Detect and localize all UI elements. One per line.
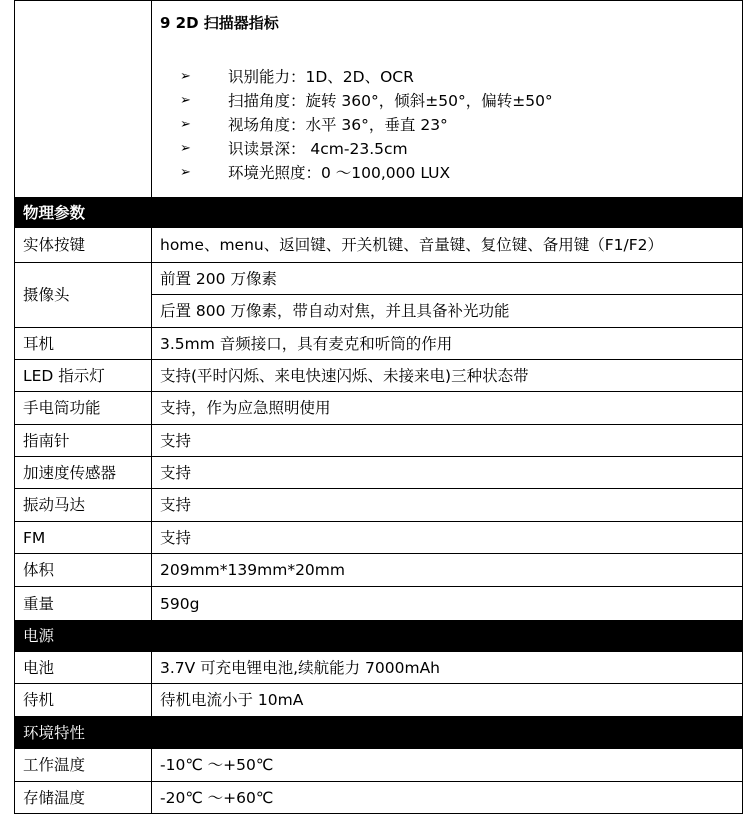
row-label: FM: [15, 522, 152, 554]
row-volume: [15, 554, 743, 587]
section-header-fill: [152, 198, 743, 228]
row-value: -10℃ ～+50℃: [152, 749, 743, 782]
row-value: 后置 800 万像素，带自动对焦，并且具备补光功能: [152, 295, 743, 328]
row-label: 待机: [15, 684, 152, 717]
row-label: 工作温度: [15, 749, 152, 782]
scanner-bullet-text: 识别能力：1D、2D、OCR: [228, 67, 414, 86]
row-camera-front: [15, 263, 743, 295]
row-label: 加速度传感器: [15, 457, 152, 489]
row-weight: [15, 587, 743, 621]
row-fm: [15, 522, 743, 554]
row-label: 实体按键: [15, 228, 152, 263]
section-header-fill: [152, 621, 743, 652]
scanner-bullet-item: [180, 113, 742, 137]
row-value: 待机电流小于 10mA: [152, 684, 743, 717]
row-label: 耳机: [15, 328, 152, 360]
row-value: 3.5mm 音频接口，具有麦克和听筒的作用: [152, 328, 743, 360]
row-value: home、menu、返回键、开关机键、音量键、复位键、备用键（F1/F2）: [152, 228, 743, 263]
row-vibration: [15, 489, 743, 522]
row-label: 电池: [15, 652, 152, 684]
scanner-spec-cell: [152, 1, 743, 198]
scanner-bullet-item: [180, 137, 742, 161]
row-storage-temp: [15, 782, 743, 814]
row-value: 支持: [152, 425, 743, 457]
scanner-bullet-item: [180, 65, 742, 89]
arrow-bullet-icon: ➢: [180, 116, 191, 132]
arrow-bullet-icon: ➢: [180, 68, 191, 84]
section-label: 环境特性: [15, 717, 152, 749]
scanner-title: 9 2D 扫描器指标: [160, 13, 279, 32]
row-label: 手电筒功能: [15, 392, 152, 425]
row-value: -20℃ ～+60℃: [152, 782, 743, 814]
row-label: 重量: [15, 587, 152, 621]
row-label: 存储温度: [15, 782, 152, 814]
row-label: 振动马达: [15, 489, 152, 522]
section-header-power: [15, 621, 743, 652]
row-label: 指南针: [15, 425, 152, 457]
scanner-bullet-item: [180, 89, 742, 113]
scanner-bullet-list: [160, 65, 742, 185]
scanner-bullet-text: 识读景深： 4cm-23.5cm: [228, 139, 408, 158]
spec-table: [14, 0, 743, 814]
empty-cell: [15, 1, 152, 198]
arrow-bullet-icon: ➢: [180, 140, 191, 156]
row-accelerometer: [15, 457, 743, 489]
row-earphone: [15, 328, 743, 360]
section-label: 电源: [15, 621, 152, 652]
section-header-physical: [15, 198, 743, 228]
row-flashlight: [15, 392, 743, 425]
row-value: 前置 200 万像素: [152, 263, 743, 295]
arrow-bullet-icon: ➢: [180, 164, 191, 180]
row-value: 209mm*139mm*20mm: [152, 554, 743, 587]
row-keys: [15, 228, 743, 263]
row-battery: [15, 652, 743, 684]
row-value: 3.7V 可充电锂电池,续航能力 7000mAh: [152, 652, 743, 684]
row-label: LED 指示灯: [15, 360, 152, 392]
row-standby: [15, 684, 743, 717]
scanner-spec-row: [15, 1, 743, 198]
scanner-bullet-text: 视场角度：水平 36°，垂直 23°: [228, 115, 448, 134]
section-label: 物理参数: [15, 198, 152, 228]
scanner-bullet-item: [180, 161, 742, 185]
row-value: 支持: [152, 457, 743, 489]
scanner-bullet-text: 环境光照度：0 ～100,000 LUX: [228, 163, 451, 182]
row-led: [15, 360, 743, 392]
row-compass: [15, 425, 743, 457]
row-label: 体积: [15, 554, 152, 587]
row-value: 支持(平时闪烁、来电快速闪烁、未接来电)三种状态带: [152, 360, 743, 392]
section-header-fill: [152, 717, 743, 749]
row-work-temp: [15, 749, 743, 782]
scanner-bullet-text: 扫描角度：旋转 360°，倾斜±50°，偏转±50°: [228, 91, 553, 110]
row-value: 590g: [152, 587, 743, 621]
section-header-environment: [15, 717, 743, 749]
row-value: 支持: [152, 522, 743, 554]
row-label: 摄像头: [15, 263, 152, 328]
row-value: 支持: [152, 489, 743, 522]
row-value: 支持，作为应急照明使用: [152, 392, 743, 425]
arrow-bullet-icon: ➢: [180, 92, 191, 108]
